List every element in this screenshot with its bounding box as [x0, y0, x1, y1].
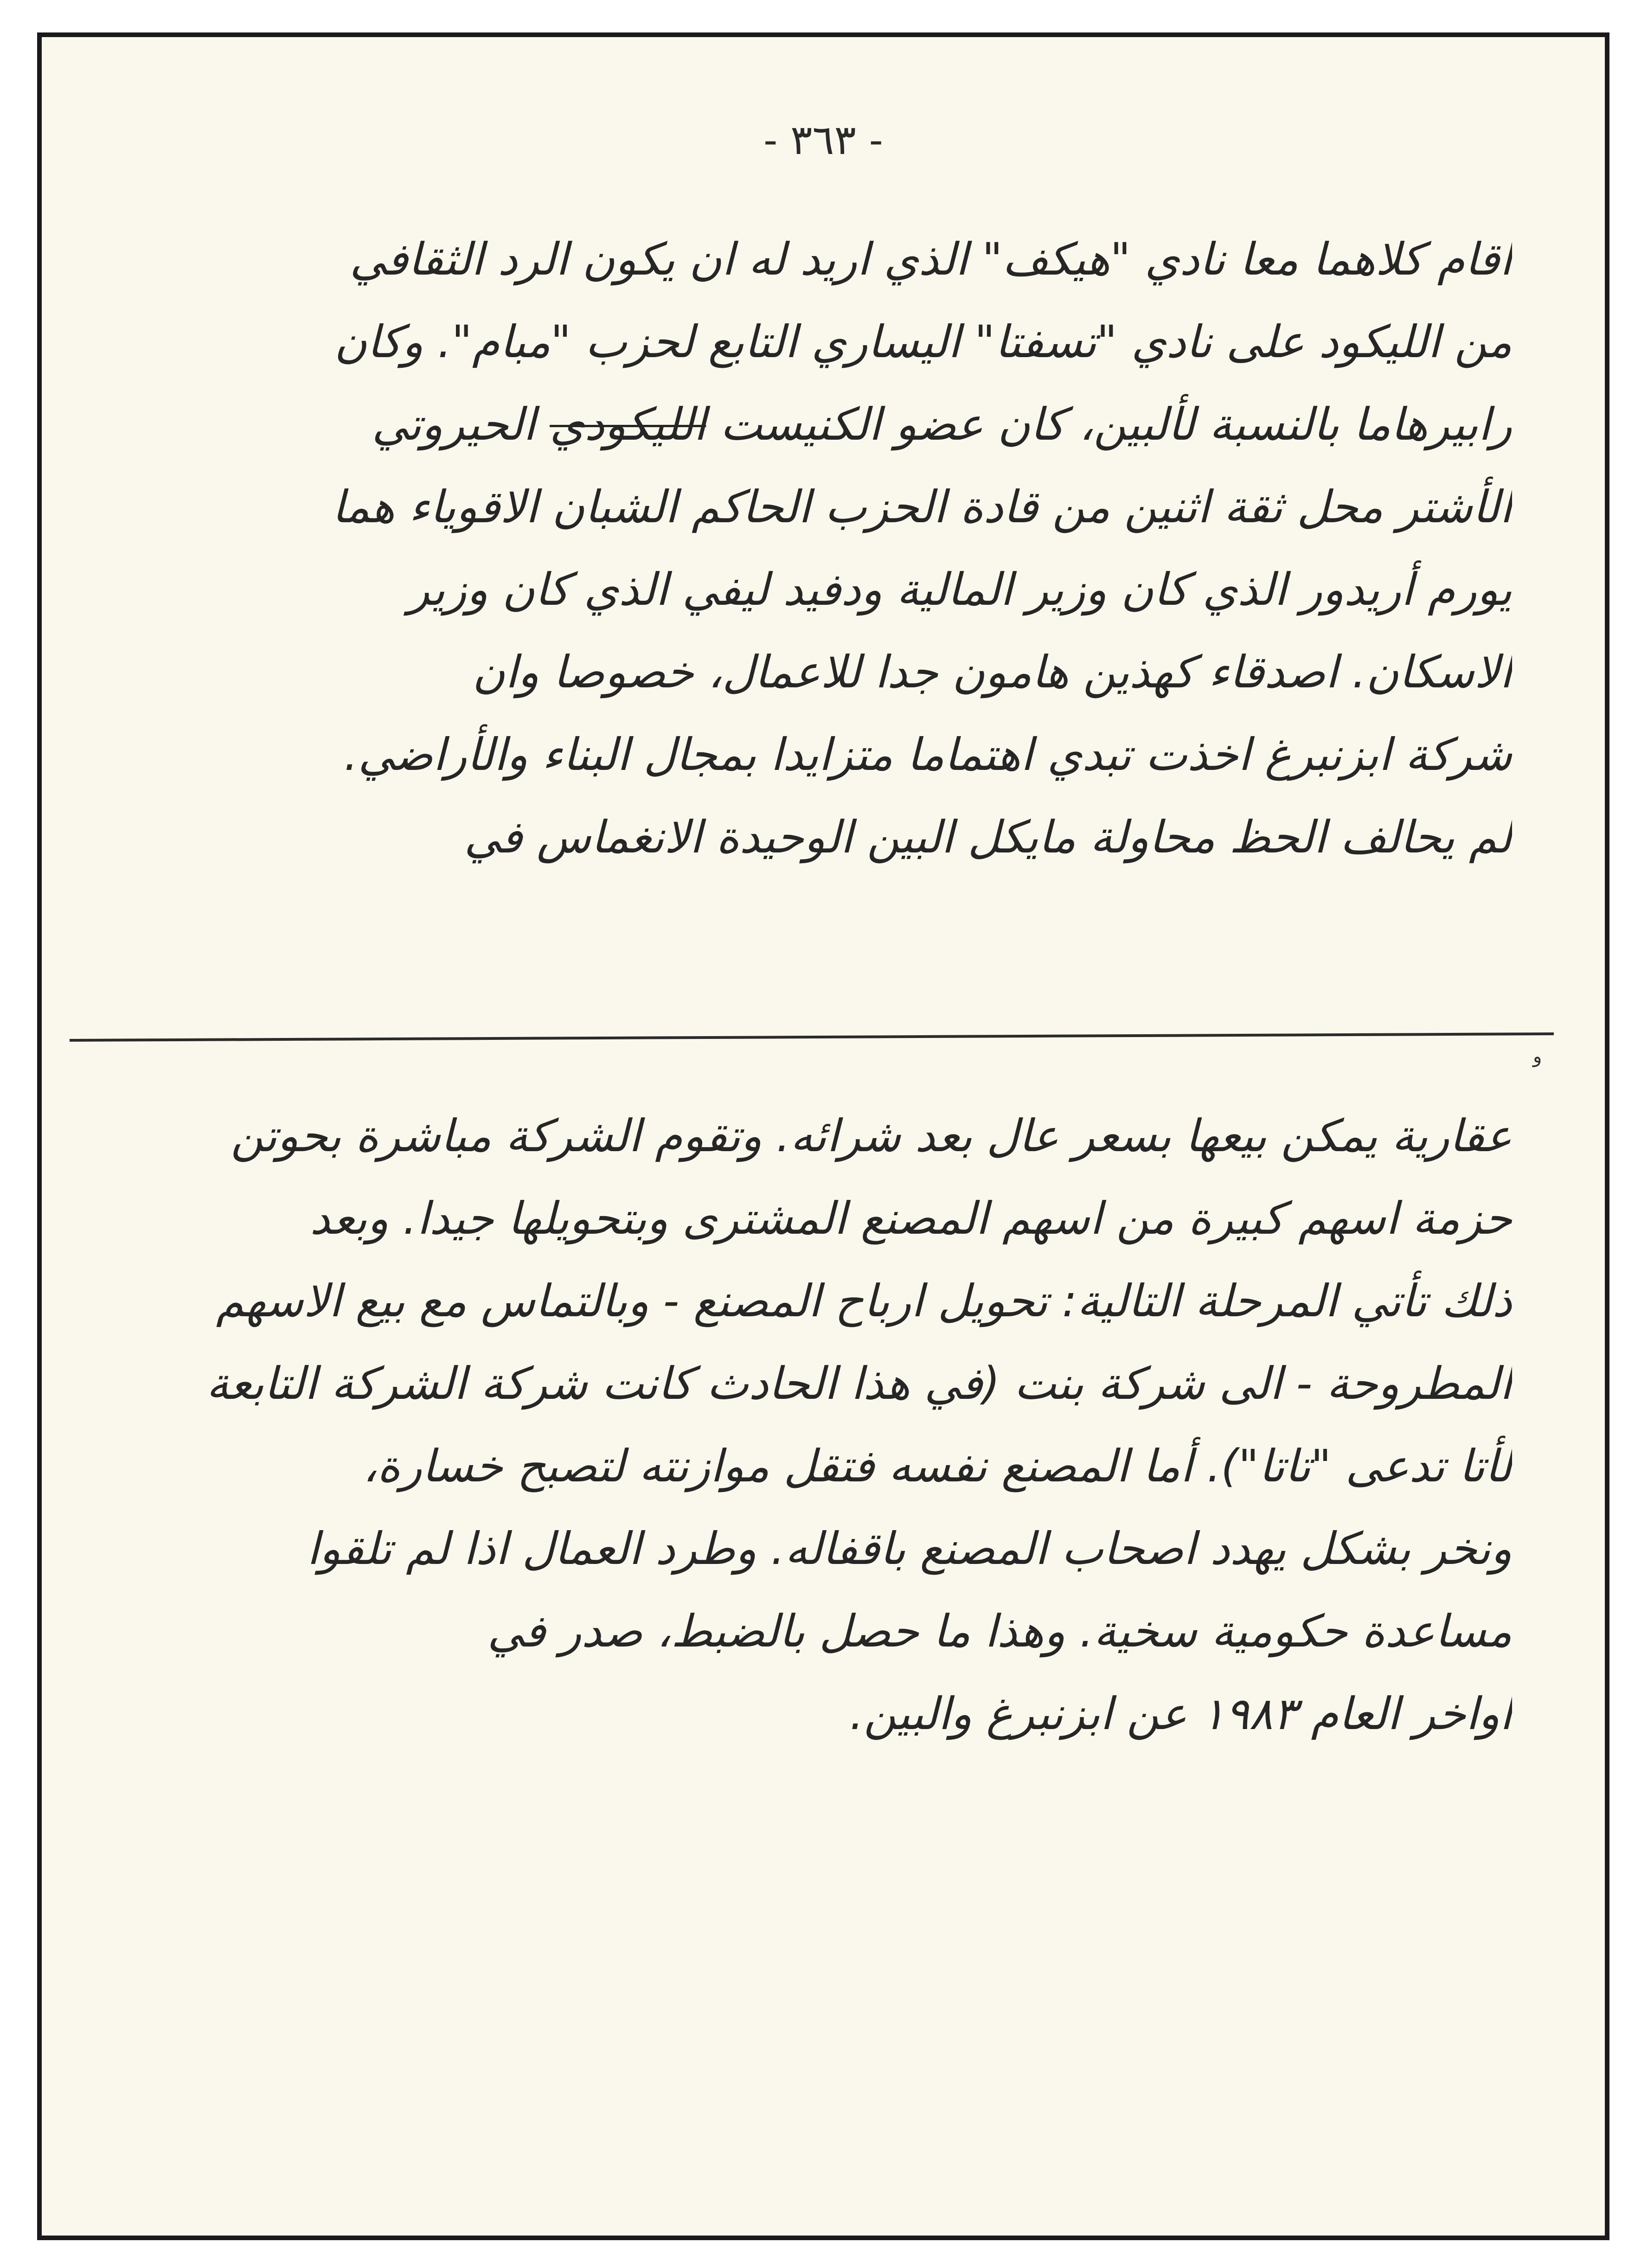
- text-line: حزمة اسهم كبيرة من اسهم المصنع المشترى وبتحويلها جيدا. وبعد: [310, 1192, 1512, 1244]
- text-line: لم يحالف الحظ محاولة مايكل البين الوحيدة الانغماس في: [464, 811, 1512, 863]
- text-line: عقارية يمكن بيعها بسعر عال بعد شرائه. وتقوم الشركة مباشرة بحوتن: [231, 1110, 1512, 1162]
- text-line: الاسكان. اصدقاء كهذين هامون جدا للاعمال، خصوصا وان: [472, 646, 1512, 698]
- horizontal-divider: [70, 1032, 1554, 1042]
- text-line: اقام كلاهما معا نادي "هيكف" الذي اريد له ان يكون الرد الثقافي: [350, 233, 1512, 285]
- text-line: من الليكود على نادي "تسفتا" اليساري التابع لحزب "مبام". وكان: [334, 316, 1512, 368]
- text-line: الأشتر محل ثقة اثنين من قادة الحزب الحاكم الشبان الاقوياء هما: [332, 481, 1512, 533]
- text-line: ونخر بشكل يهدد اصحاب المصنع باقفاله. وطرد العمال اذا لم تلقوا: [307, 1523, 1512, 1575]
- text-line: رابيرهاما بالنسبة لألبين، كان عضو الكنيست الليكودي الحيروتي: [372, 398, 1512, 450]
- page-number: - ٣٦٣ -: [763, 116, 883, 164]
- text-line: يورم أريدور الذي كان وزير المالية ودفيد ليفي الذي كان وزير: [408, 564, 1512, 615]
- paragraph-top: [130, 218, 1512, 878]
- text-line: لأتا تدعى "تاتا"). أما المصنع نفسه فتقل موازنته لتصبح خسارة،: [363, 1440, 1512, 1492]
- manuscript-sheet: [37, 32, 1609, 2240]
- paragraph-bottom: [130, 1095, 1512, 1755]
- text-line: المطروحة - الى شركة بنت (في هذا الحادث كانت شركة الشركة التابعة: [206, 1358, 1512, 1409]
- margin-mark: و: [1533, 1046, 1542, 1067]
- text-line: شركة ابزنبرغ اخذت تبدي اهتماما متزايدا بمجال البناء والأراضي.: [344, 729, 1512, 781]
- text-line: اواخر العام ١٩٨٣ عن ابزنبرغ والبين.: [849, 1688, 1512, 1740]
- struck-word: الليكودي: [550, 398, 706, 450]
- text-line: ذلك تأتي المرحلة التالية: تحويل ارباح المصنع - وبالتماس مع بيع الاسهم: [216, 1275, 1512, 1327]
- text-line: مساعدة حكومية سخية. وهذا ما حصل بالضبط، صدر في: [487, 1605, 1512, 1657]
